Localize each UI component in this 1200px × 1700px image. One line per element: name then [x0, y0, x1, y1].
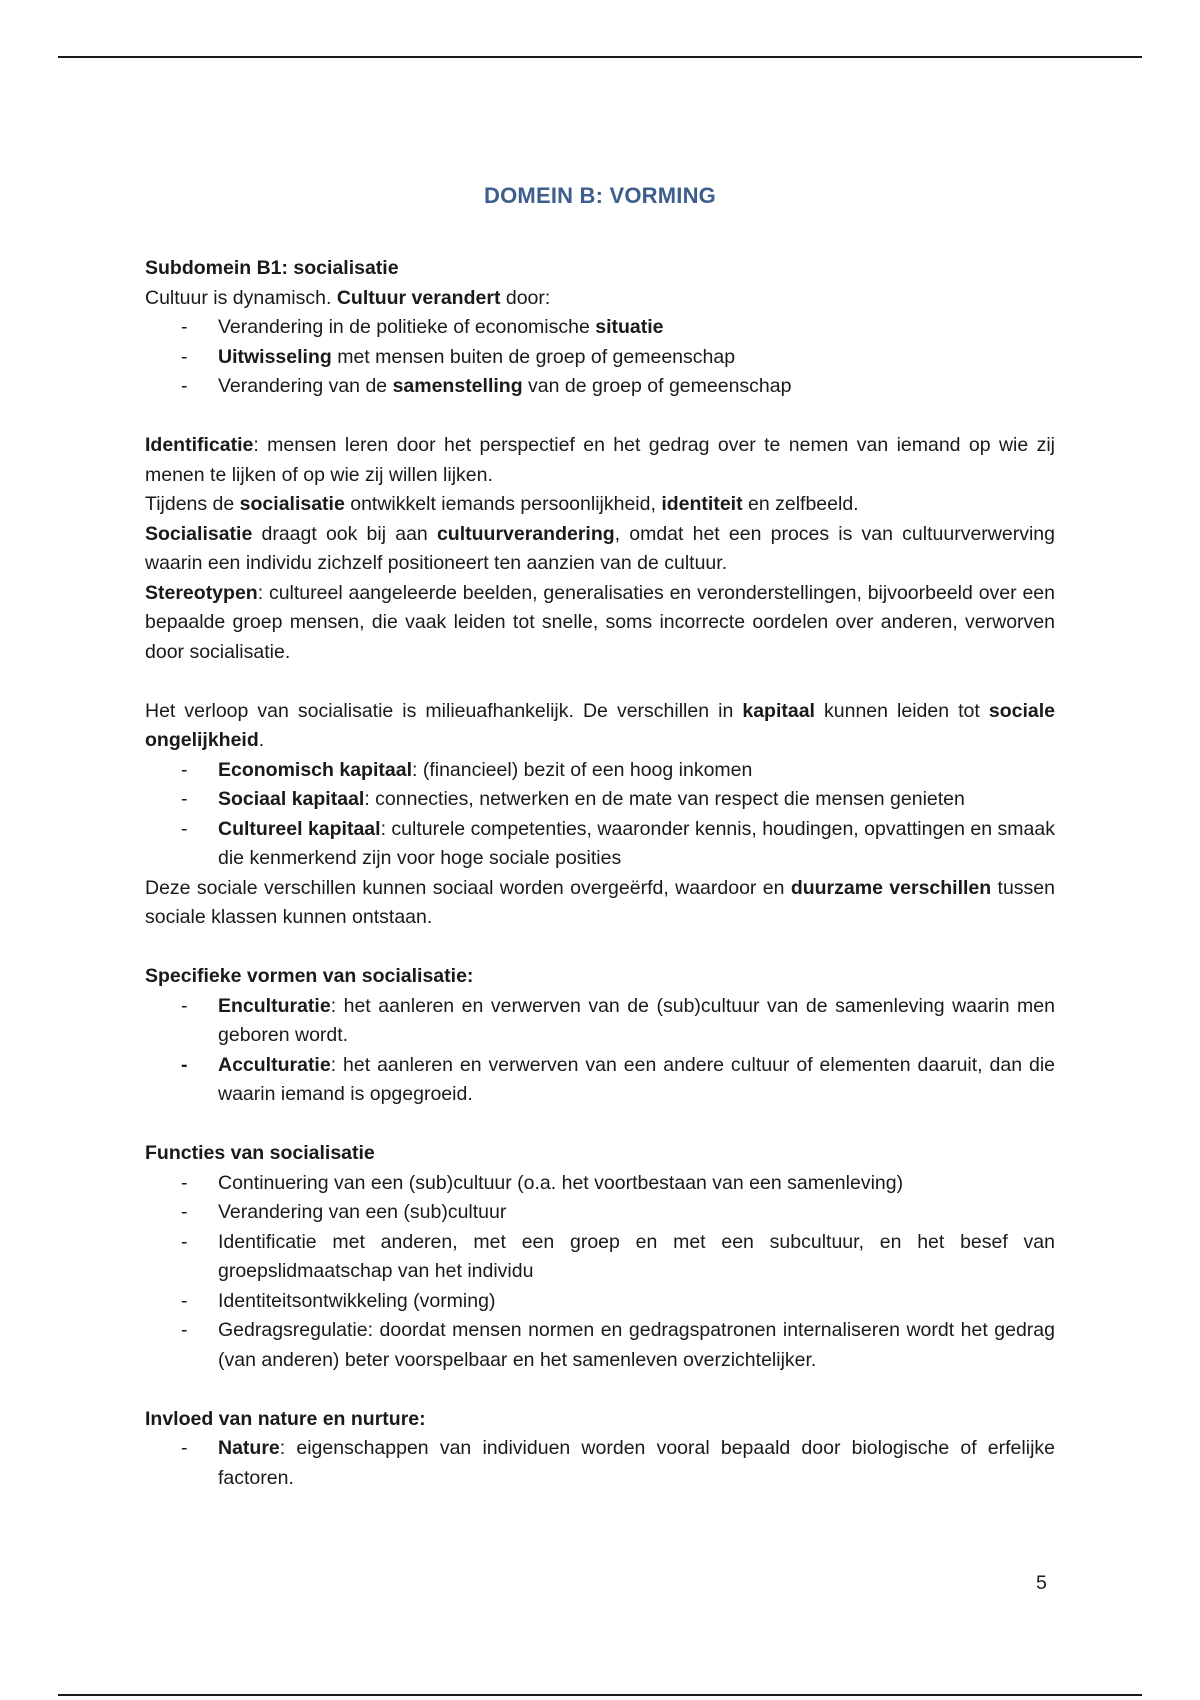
- identificatie-paragraph: Identificatie: mensen leren door het perspectief en het gedrag over te nemen van iemand op wie zij menen te lijken of op wie zij willen lijken.: [145, 434, 1055, 486]
- list-item: - Verandering in de politieke of economische situatie: [145, 313, 1055, 343]
- footer-rule: [58, 1694, 1142, 1696]
- intro-paragraph: Cultuur is dynamisch. Cultuur verandert door:: [145, 286, 551, 309]
- list-item: - Identificatie met anderen, met een groep en met een subcultuur, en het besef van groepslidmaatschap van het individu: [145, 1228, 1055, 1287]
- socialisatie-paragraph: Socialisatie draagt ook bij aan cultuurverandering, omdat het een proces is van cultuurverwerving waarin een individu zichzelf positioneert ten aanzien van de cultuur.: [145, 522, 1055, 574]
- functies-list: [145, 1169, 1055, 1376]
- list-item: - Verandering van de samenstelling van de groep of gemeenschap: [145, 372, 1055, 402]
- list-item: - Cultureel kapitaal: culturele competenties, waaronder kennis, houdingen, opvattingen en smaak die kenmerkend zijn voor hoge sociale posities: [145, 815, 1055, 874]
- list-item: - Continuering van een (sub)cultuur (o.a. het voortbestaan van een samenleving): [145, 1169, 1055, 1199]
- vormen-heading: Specifieke vormen van socialisatie:: [145, 965, 474, 987]
- functies-heading: Functies van socialisatie: [145, 1142, 375, 1164]
- tijdens-paragraph: Tijdens de socialisatie ontwikkelt iemands persoonlijkheid, identiteit en zelfbeeld.: [145, 493, 859, 515]
- list-item: - Uitwisseling met mensen buiten de groep of gemeenschap: [145, 343, 1055, 373]
- page-title: DOMEIN B: VORMING: [484, 183, 716, 208]
- kapitaal-intro: Het verloop van socialisatie is milieuafhankelijk. De verschillen in kapitaal kunnen leiden tot sociale ongelijkheid.: [145, 699, 1055, 751]
- list-item: - Verandering van een (sub)cultuur: [145, 1198, 1055, 1228]
- document-body: [145, 254, 1055, 1493]
- list-item: - Economisch kapitaal: (financieel) bezit of een hoog inkomen: [145, 756, 1055, 786]
- nature-heading: Invloed van nature en nurture:: [145, 1407, 426, 1430]
- page-number: 5: [1036, 1572, 1047, 1594]
- kapitaal-outro: Deze sociale verschillen kunnen sociaal worden overgeërfd, waardoor en duurzame verschillen tussen sociale klassen kunnen ontstaan.: [145, 876, 1055, 928]
- change-list: [145, 313, 1055, 402]
- list-item: - Sociaal kapitaal: connecties, netwerken en de mate van respect die mensen genieten: [145, 785, 1055, 815]
- subdomain-heading: Subdomein B1: socialisatie: [145, 257, 399, 279]
- vormen-list: [145, 992, 1055, 1110]
- list-item: - Nature: eigenschappen van individuen worden vooral bepaald door biologische of erfelijke factoren.: [145, 1434, 1055, 1493]
- kapitaal-list: [145, 756, 1055, 874]
- list-item: - Gedragsregulatie: doordat mensen normen en gedragspatronen internaliseren wordt het gedrag (van anderen) beter voorspelbaar en het samenleven overzichtelijker.: [145, 1316, 1055, 1375]
- list-item: - Enculturatie: het aanleren en verwerven van de (sub)cultuur van de samenleving waarin men geboren wordt.: [145, 992, 1055, 1051]
- list-item: - Acculturatie: het aanleren en verwerven van een andere cultuur of elementen daaruit, dan die waarin iemand is opgegroeid.: [145, 1051, 1055, 1110]
- nature-list: [145, 1434, 1055, 1493]
- list-item: - Identiteitsontwikkeling (vorming): [145, 1287, 1055, 1317]
- stereotypen-paragraph: Stereotypen: cultureel aangeleerde beelden, generalisaties en veronderstellingen, bijvoorbeeld over een bepaalde groep mensen, die vaak leiden tot snelle, soms incorrecte oordelen over anderen, verworven door socialisatie.: [145, 581, 1055, 663]
- header-rule: [58, 56, 1142, 58]
